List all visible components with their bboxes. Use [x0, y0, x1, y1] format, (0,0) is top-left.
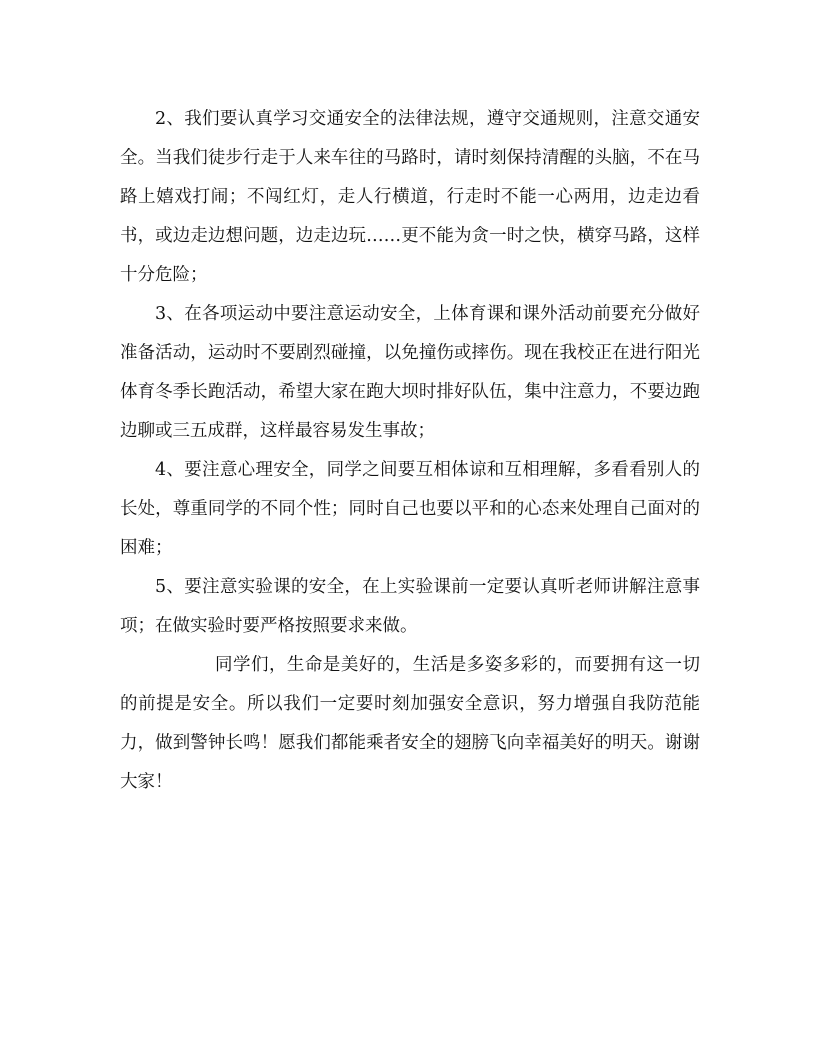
- paragraph-sports-safety: 3、在各项运动中要注意运动安全，上体育课和课外活动前要充分做好准备活动，运动时不要剧烈碰撞，以免撞伤或摔伤。现在我校正在进行阳光体育冬季长跑活动，希望大家在跑大坝时排好队伍，集中注意力，不要边跑边聊或三五成群，这样最容易发生事故；: [120, 304, 700, 441]
- paragraph-closing: 同学们，生命是美好的，生活是多姿多彩的，而要拥有这一切的前提是安全。所以我们一定要时刻加强安全意识，努力增强自我防范能力，做到警钟长鸣！愿我们都能乘者安全的翅膀飞向幸福美好的明天。谢谢大家！: [120, 655, 700, 792]
- document-body: [120, 100, 700, 802]
- paragraph-mental-safety: 4、要注意心理安全，同学之间要互相体谅和互相理解，多看看别人的长处，尊重同学的不同个性；同时自己也要以平和的心态来处理自己面对的困难；: [120, 460, 700, 558]
- paragraph-traffic-safety: 2、我们要认真学习交通安全的法律法规，遵守交通规则，注意交通安全。当我们徒步行走于人来车往的马路时，请时刻保持清醒的头脑，不在马路上嬉戏打闹；不闯红灯，走人行横道，行走时不能一心两用，边走边看书，或边走边想问题，边走边玩……更不能为贪一时之快，横穿马路，这样十分危险；: [120, 109, 700, 285]
- paragraph-lab-safety: 5、要注意实验课的安全，在上实验课前一定要认真听老师讲解注意事项；在做实验时要严格按照要求来做。: [120, 577, 700, 636]
